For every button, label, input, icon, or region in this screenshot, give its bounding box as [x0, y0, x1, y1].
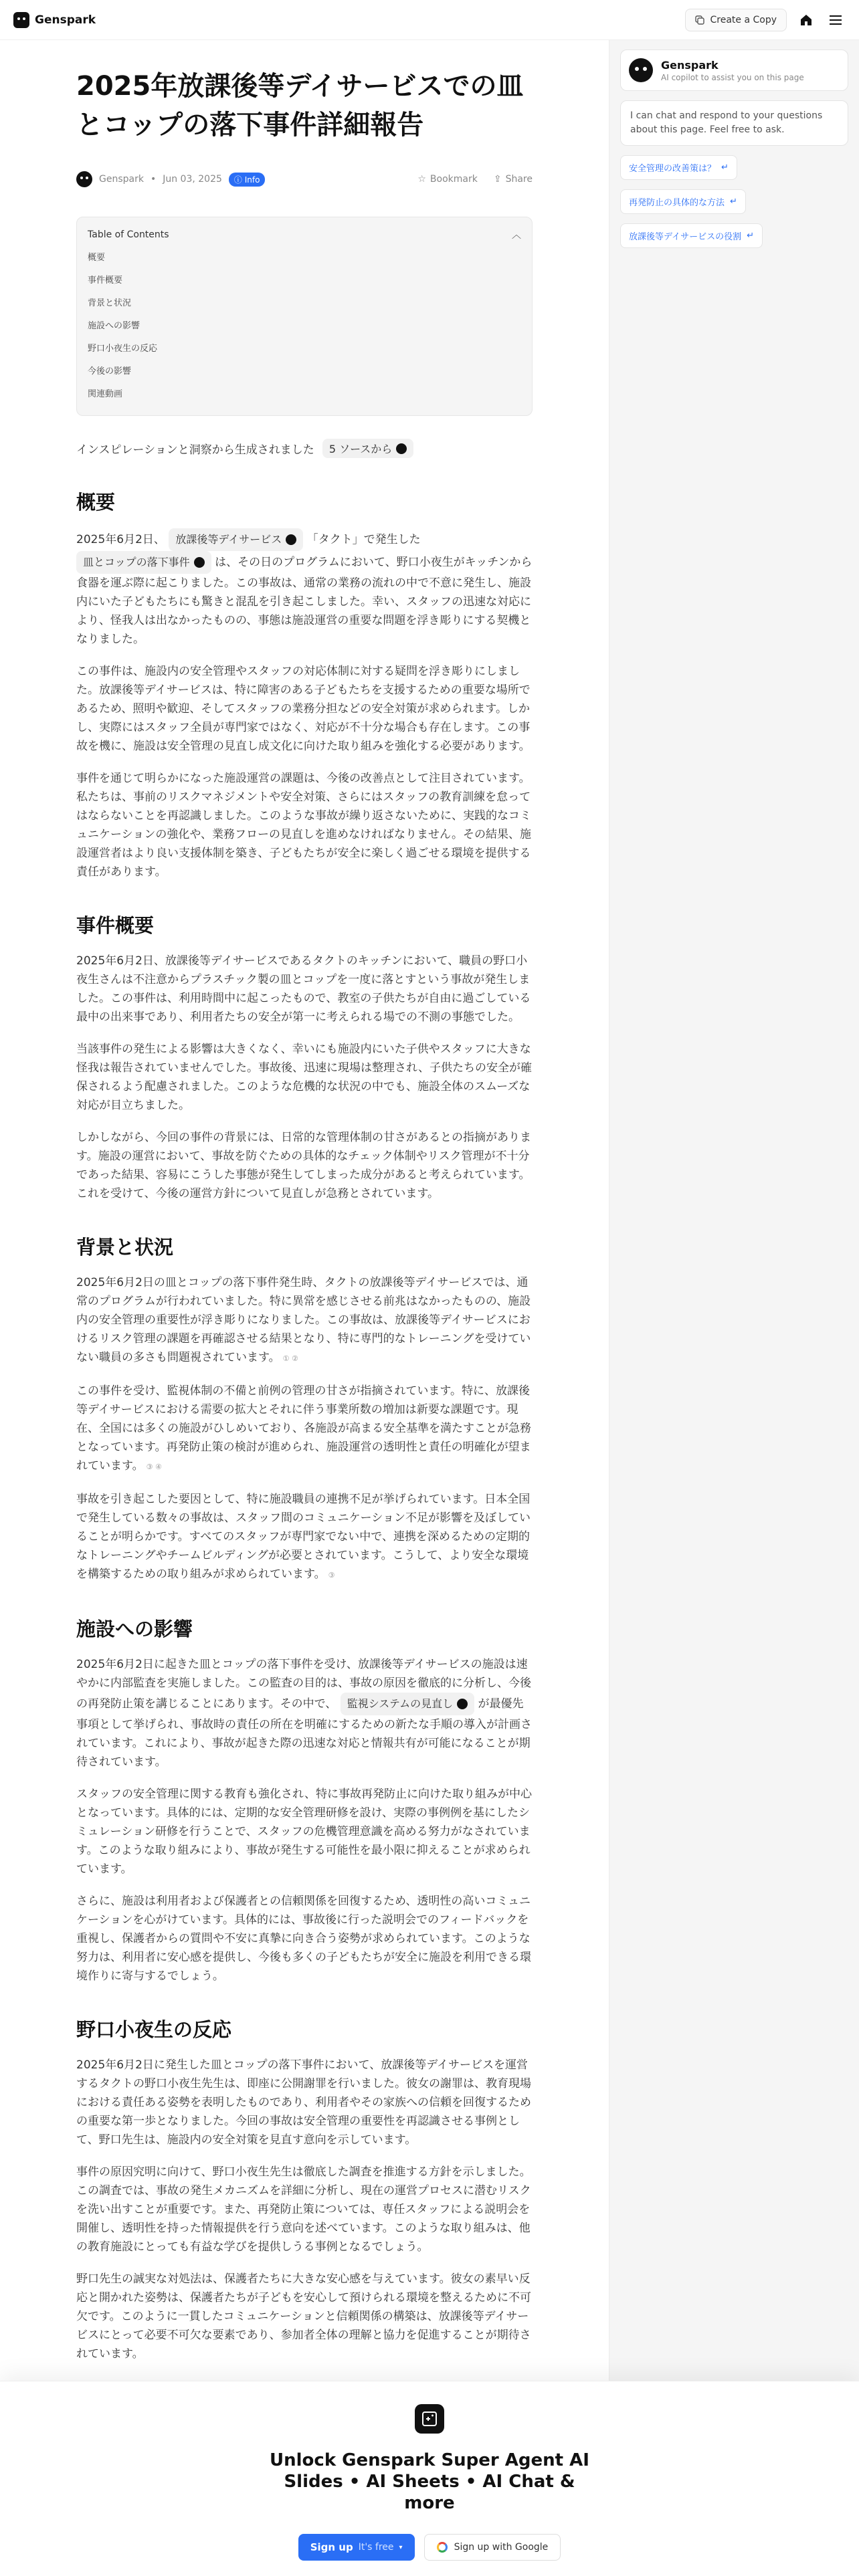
section-heading: 施設への影響: [76, 1618, 193, 1640]
copilot-subtitle: AI copilot to assist you on this page: [661, 72, 804, 82]
super-agent-icon: [415, 2404, 444, 2434]
avatar: [76, 171, 92, 187]
hamburger-menu-icon: [829, 15, 842, 25]
entity-chip[interactable]: [76, 551, 211, 574]
copilot-header: [620, 49, 848, 91]
citation-marker[interactable]: ③ ④: [146, 1463, 162, 1471]
copilot-name: Genspark: [661, 58, 719, 72]
enter-arrow-icon: ↵: [730, 197, 737, 207]
sources-chip[interactable]: [322, 439, 413, 458]
info-icon: ⓘ: [233, 175, 242, 185]
toc-item[interactable]: 事件概要: [88, 276, 123, 286]
toc-item[interactable]: 今後の影響: [88, 366, 132, 377]
bookmark-label: Bookmark: [430, 174, 478, 185]
paragraph: [76, 1382, 533, 1477]
paragraph: 当該事件の発生による影響は大きくなく、幸いにも施設内にいた子供やスタッフに大きな怪我は報告されていませんでした。事故後、迅速に現場は整理され、子供たちの安全が確保されるよう配慮されました。このような危機的な状況の中でも、施設全体のスムーズな対応が目立ちました。: [76, 1043, 533, 1112]
paragraph-text: 2025年6月2日の皿とコップの落下事件発生時、タクトの放課後等デイサービスでは、通常のプログラムが行われていました。特に異常を感じさせる前兆はなかったものの、施設内の安全管理の重要性が浮き彫りになりました。この事故は、放課後等デイサービスにおけるリスク管理の課題を再確認させる結果となり、特に専門的なトレーニングを受けていない職員の多さも問題視されています。: [76, 1276, 531, 1364]
bookmark-button[interactable]: [417, 174, 478, 185]
paragraph: 事件を通じて明らかになった施設運営の課題は、今後の改善点として注目されています。私たちは、事前のリスクマネジメントや安全対策、さらにはスタッフの教育訓練を怠ってはならないことを再認識しました。このような事故が繰り返さないために、実践的なコミュニケーションの強化や、業務フローの見直しを進めなければなりません。その結果、施設運営者はより良い支援体制を築き、子どもたちが安全に楽しく過ごせる環境を提供する責任があります。: [76, 772, 531, 879]
section-heading: 事件概要: [76, 914, 155, 937]
enter-arrow-icon: ↵: [721, 163, 729, 173]
suggestion-list: [620, 146, 848, 248]
paragraph: 事件の原因究明に向けて、野口小夜生先生は徹底した調査を推進する方針を示しました。この調査では、事故の発生メカニズムを詳細に分析し、現在の運営プロセスに潜むリスクを洗い出すことが重要です。また、再発防止策については、専任スタッフによる説明会を開催し、透明性を持った情報提供を行う意向を述べています。このような取り組みは、他の教育施設にとっても有益な学びを提供しうる事例となるでしょう。: [76, 2165, 531, 2254]
create-copy-button[interactable]: [685, 9, 787, 31]
sources-line: [76, 439, 533, 458]
toc-header[interactable]: [88, 228, 521, 241]
section-heading: 背景と状況: [76, 1236, 174, 1259]
paragraph: 2025年6月2日に発生した皿とコップの落下事件において、放課後等デイサービスを運営するタクトの野口小夜生先生は、即座に公開謝罪を行いました。彼女の謝罪は、教育現場における責任ある姿勢を表明したものであり、利用者やその家族への信頼を回復するための重要な第一歩となりました。今回の事故は安全管理の重要性を再認識させる事例として、野口先生は、施設内の安全対策を見直す意向を示しています。: [76, 2058, 531, 2147]
chevron-down-icon: ▾: [399, 2543, 403, 2551]
source-avatar-icon: [396, 443, 407, 454]
paragraph-text: 2025年6月2日、: [76, 533, 165, 546]
citation-marker[interactable]: ③: [328, 1571, 335, 1580]
page-title: 2025年放課後等デイサービスでの皿とコップの落下事件詳細報告: [76, 71, 524, 140]
entity-chip-label: 皿とコップの落下事件: [83, 556, 190, 568]
paragraph: [76, 528, 533, 649]
paragraph-text: 事故を引き起こした要因として、特に施設職員の連携不足が挙げられています。日本全国で発生している数々の事故は、スタッフ間のコミュニケーション不足が影響を及ぼしていることが明らかです。すべてのスタッフが専門家でない中で、連携を深めるための定期的なトレーニングやチームビルディングが必要とされています。こうして、より安全な環境を構築するための取り組みが求められています。: [76, 1493, 531, 1581]
paragraph-text: は、その日のプログラムにおいて、野口小夜生がキッチンから食器を運ぶ際に起こりました。この事故は、通常の業務の流れの中で不意に発生し、施設内にいた子どもたちにも驚きと混乱を引き起こしました。幸い、スタッフの迅速な対応により、怪我人は出なかったものの、事態は施設運営の重要な問題を浮き彫りにする契機となりました。: [76, 556, 533, 646]
paragraph: [76, 1655, 533, 1772]
genspark-logo-icon: [13, 12, 29, 28]
paragraph-text: 2025年6月2日に起きた皿とコップの落下事件を受け、放課後等デイサービスの施設は速やかに内部監査を実施しました。この監査の目的は、事故の原因を徹底的に分析し、今後の再発防止策を講じることにあります。その中で、: [76, 1658, 531, 1711]
toc-item[interactable]: 概要: [88, 253, 106, 263]
google-icon: [437, 2542, 448, 2553]
sources-prefix: インスピレーションと洞察から生成されました: [76, 443, 314, 457]
meta-separator: •: [150, 174, 157, 185]
toc-item[interactable]: 関連動画: [88, 389, 123, 399]
overlay-buttons: [298, 2534, 561, 2561]
overlay-title: Unlock Genspark Super Agent AI Slides • AI Sheets • AI Chat & more: [270, 2450, 589, 2513]
entity-chip-label: 放課後等デイサービス: [175, 533, 282, 546]
share-button[interactable]: [494, 174, 533, 185]
google-sign-up-button[interactable]: [424, 2534, 561, 2561]
entity-icon: [457, 1699, 468, 1709]
copy-icon: [695, 15, 704, 25]
section-heading: 野口小夜生の反応: [76, 2018, 232, 2041]
menu-button[interactable]: [826, 10, 846, 30]
sources-chip-label: 5 ソースから: [328, 443, 393, 455]
article-actions: [417, 174, 533, 185]
share-label: Share: [505, 174, 533, 185]
suggestion-label: 放課後等デイサービスの役割: [629, 232, 742, 242]
paragraph: スタッフの安全管理に関する教育も強化され、特に事故再発防止に向けた取り組みが中心となっています。具体的には、定期的な安全管理研修を設け、実際の事例例を基にしたシミュレーション研修を行うことで、スタッフの危機管理意識を高める努力がなされています。このような取り組みにより、事故が発生する可能性を最小限に抑えることが求められています。: [76, 1788, 533, 1876]
paragraph-text: この事件を受け、監視体制の不備と前例の管理の甘さが指摘されています。特に、放課後等デイサービスにおける需要の拡大とそれに伴う事業所数の増加は新要な課題です。現在、全国には多くの施設がひしめいており、各施設が高まる安全基準を満たすことが急務となっています。再発防止策の検討が進められ、施設運営の透明性と責任の明確化が望まれています。: [76, 1384, 531, 1473]
paragraph: 2025年6月2日、放課後等デイサービスであるタクトのキッチンにおいて、職員の野口小夜生さんは不注意からプラスチック製の皿とコップを一度に落とすという事故が発生しました。この事件は、利用時間中に起こったもので、教室の子供たちが自由に過ごしている最中の出来事であり、利用者たちの安全が第一に考えられる場での不測の事態でした。: [76, 954, 531, 1024]
top-actions: [685, 9, 846, 31]
create-copy-label: Create a Copy: [710, 14, 777, 25]
table-of-contents: [76, 217, 533, 416]
paragraph: 野口先生の誠実な対処法は、保護者たちに大きな安心感を与えています。彼女の素早い反応と開かれた姿勢は、保護者たちが子どもを安心して預けられる環境を整えるために不可欠です。このように一貫したコミュニケーションと信頼関係の構築は、放課後等デイサービスにとって必要不可欠な要素であり、参加者全体の理解と協力を促進することが期待されています。: [76, 2272, 531, 2361]
entity-chip[interactable]: [169, 528, 303, 551]
suggestion-chip[interactable]: [620, 223, 763, 248]
bookmark-icon: ☆: [417, 174, 426, 185]
paragraph: さらに、施設は利用者および保護者との信頼関係を回復するため、透明性の高いコミュニケーションを心がけています。具体的には、事故後に行った説明会でのフィードバックを重視し、保護者からの質問や不安に真摯に向き合う姿勢が求められています。このような努力は、利用者に安心感を提供し、今後も多くの子どもたちが安全に施設を利用できる環境作りに寄与するでしょう。: [76, 1895, 531, 1983]
copilot-panel: [609, 40, 859, 2576]
copilot-avatar: [629, 58, 653, 82]
entity-chip[interactable]: [341, 1693, 474, 1715]
google-sign-up-label: Sign up with Google: [454, 2542, 549, 2553]
toc-item[interactable]: 施設への影響: [88, 321, 140, 331]
suggestion-chip[interactable]: [620, 189, 746, 214]
sign-up-button[interactable]: [298, 2534, 415, 2561]
paragraph: [76, 1273, 533, 1368]
paragraph: この事件は、施設内の安全管理やスタッフの対応体制に対する疑問を浮き彫りにしました。放課後等デイサービスは、特に障害のある子どもたちを支援するための重要な場所であるため、照明や歓迎、そしてスタッフの業務分担などの安全対策が求められます。しかし、実際にはスタッフ全員が専門家ではなく、対応が不十分な場合も存在します。この事故を機に、施設は安全管理の見直し成文化に向けた取り組みを強化する必要があります。: [76, 665, 531, 753]
brand[interactable]: [13, 12, 96, 28]
citation-marker[interactable]: ① ②: [282, 1354, 298, 1363]
toc-heading: Table of Contents: [88, 229, 169, 240]
top-bar: [0, 0, 859, 40]
entity-chip-label: 監視システムの見直し: [347, 1697, 454, 1710]
paragraph: しかしながら、今回の事件の背景には、日常的な管理体制の甘さがあるとの指摘があります。施設の運営において、事故を防ぐための具体的なチェック体制やリスク管理が不十分であった結果、容易にこうした事態が発生してしまった成分があると考えられています。これを受けて、今後の運営方針について見直しが急務とされています。: [76, 1131, 531, 1200]
section-heading: 概要: [76, 491, 116, 514]
author-name: Genspark: [99, 174, 144, 185]
home-button[interactable]: [796, 10, 816, 30]
author-info: [76, 171, 265, 187]
info-badge[interactable]: [229, 173, 266, 187]
info-badge-label: Info: [244, 175, 260, 185]
free-label: It's free: [358, 2542, 394, 2553]
toc-item[interactable]: 野口小夜生の反応: [88, 344, 158, 354]
entity-icon: [194, 557, 205, 568]
article-meta: [76, 171, 533, 187]
enter-arrow-icon: ↵: [747, 231, 754, 241]
suggestion-chip[interactable]: [620, 155, 737, 180]
brand-name: Genspark: [35, 13, 96, 27]
chevron-up-icon[interactable]: ︿: [512, 230, 521, 241]
article-main: [0, 40, 609, 2377]
paragraph-text: が最優先事項として挙げられ、事故時の責任の所在を明確にするための新たな手順の導入が計画されています。これにより、事故が起きた際の迅速な対応と情報共有が可能になることが期待されています。: [76, 1697, 533, 1769]
suggestion-label: 安全管理の改善策は？: [629, 164, 717, 174]
copilot-intro-message: I can chat and respond to your questions about this page. Feel free to ask.: [620, 100, 848, 146]
entity-icon: [286, 534, 296, 545]
paragraph-text: 「タクト」で発生した: [306, 533, 421, 546]
paragraph: [76, 1490, 533, 1585]
copilot-title-block: [661, 59, 804, 82]
home-icon: [799, 13, 813, 27]
publish-date: Jun 03, 2025: [163, 174, 222, 185]
signup-overlay: [0, 2381, 859, 2576]
share-icon: ⇪: [493, 174, 502, 185]
suggestion-label: 再発防止の具体的な方法: [629, 198, 725, 208]
toc-item[interactable]: 背景と状況: [88, 298, 132, 308]
sign-up-label: Sign up: [310, 2541, 353, 2553]
